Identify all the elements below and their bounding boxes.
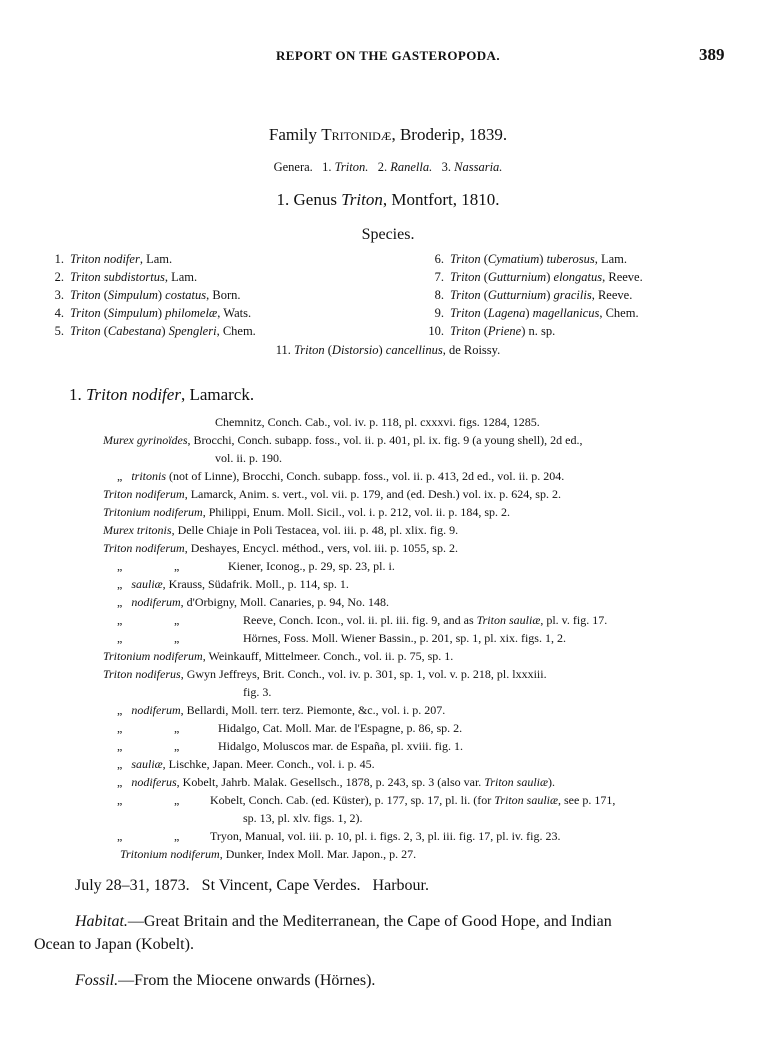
synonymy-line: „ nodiferum, Bellardi, Moll. terr. terz. Piemonte, &c., vol. i. p. 207. [117,703,446,717]
species-item-10: 10. Triton (Priene) n. sp. [428,324,556,338]
species-entry-heading: 1. Triton nodifer, Lamarck. [69,385,255,404]
synonymy-line: Triton nodiferum, Lamarck, Anim. s. vert., vol. vii. p. 179, and (ed. Desh.) vol. ix. p. 624, sp. 2. [103,487,561,501]
synonymy-line: „ [117,559,123,573]
species-item-6: 6. Triton (Cymatium) tuberosus, Lam. [434,252,628,266]
species-heading: Species. [361,226,415,243]
genera-line: Genera. 1. Triton. 2. Ranella. 3. Nassaria. [273,160,503,174]
synonymy-line: „ sauliæ, Krauss, Südafrik. Moll., p. 114, sp. 1. [117,577,349,591]
synonymy-line: Hidalgo, Moluscos mar. de España, pl. xviii. fig. 1. [218,739,463,753]
species-item-3: 3. Triton (Simpulum) costatus, Born. [54,288,241,302]
synonymy-line: „ [117,739,123,753]
synonymy-line: „ sauliæ, Lischke, Japan. Meer. Conch., vol. i. p. 45. [117,757,375,771]
synonymy-line: Hörnes, Foss. Moll. Wiener Bassin., p. 201, sp. 1, pl. xix. figs. 1, 2. [243,631,566,645]
species-item-1: 1. Triton nodifer, Lam. [54,252,173,266]
synonymy-line: Chemnitz, Conch. Cab., vol. iv. p. 118, pl. cxxxvi. figs. 1284, 1285. [215,415,540,429]
page-number: 389 [699,45,725,64]
synonymy-line: Murex gyrinoïdes, Brocchi, Conch. subapp. foss., vol. ii. p. 401, pl. ix. fig. 9 (a young shell), 2d ed., [103,433,583,447]
synonymy-line: „ [174,559,180,573]
habitat-line-1: Habitat.—Great Britain and the Mediterranean, the Cape of Good Hope, and Indian [75,913,612,930]
synonymy-line: Tritonium nodiferum, Weinkauff, Mittelmeer. Conch., vol. ii. p. 75, sp. 1. [103,649,454,663]
species-item-7: 7. Triton (Gutturnium) elongatus, Reeve. [434,270,643,284]
synonymy-line: Murex tritonis, Delle Chiaje in Poli Testacea, vol. iii. p. 48, pl. xlix. fig. 9. [103,523,459,537]
synonymy-line: „ [117,631,123,645]
synonymy-line: „ [117,613,123,627]
species-item-4: 4. Triton (Simpulum) philomelæ, Wats. [54,306,252,320]
synonymy-line: Tryon, Manual, vol. iii. p. 10, pl. i. figs. 2, 3, pl. iii. fig. 17, pl. iv. fig. 23. [210,829,561,843]
synonymy-line: Tritonium nodiferum, Philippi, Enum. Moll. Sicil., vol. i. p. 212, vol. ii. p. 184, sp. 2. [103,505,511,519]
synonymy-line: Triton nodiferum, Deshayes, Encycl. méthod., vers, vol. iii. p. 1055, sp. 2. [103,541,458,555]
species-item-2: 2. Triton subdistortus, Lam. [54,270,198,284]
species-item-8: 8. Triton (Gutturnium) gracilis, Reeve. [434,288,633,302]
synonymy-line: „ [174,829,180,843]
habitat-line-2: Ocean to Japan (Kobelt). [34,936,194,953]
synonymy-line: Triton nodiferus, Gwyn Jeffreys, Brit. Conch., vol. iv. p. 301, sp. 1, vol. v. p. 218, pl. lxxxiii. [103,667,547,681]
synonymy-line: Kiener, Iconog., p. 29, sp. 23, pl. i. [228,559,395,573]
synonymy-line: „ [174,631,180,645]
family-heading: Family Tritonidæ, Broderip, 1839. [268,125,508,144]
synonymy-line: „ [117,829,123,843]
synonymy-line: „ nodiferus, Kobelt, Jahrb. Malak. Gesellsch., 1878, p. 243, sp. 3 (also var. Triton sauliæ). [117,775,555,789]
species-item-5: 5. Triton (Cabestana) Spengleri, Chem. [54,324,256,338]
fossil-line: Fossil.—From the Miocene onwards (Hörnes). [75,972,376,989]
synonymy-line: „ [174,721,180,735]
synonymy-line: „ [117,721,123,735]
species-item-9: 9. Triton (Lagena) magellanicus, Chem. [434,306,639,320]
synonymy-line: Reeve, Conch. Icon., vol. ii. pl. iii. fig. 9, and as Triton sauliæ, pl. v. fig. 17. [243,613,608,627]
synonymy-line: „ [174,793,180,807]
synonymy-line: sp. 13, pl. xlv. figs. 1, 2). [243,811,363,825]
synonymy-line: Kobelt, Conch. Cab. (ed. Küster), p. 177, sp. 17, pl. li. (for Triton sauliæ, see p. 171, [210,793,616,807]
synonymy-line: „ [117,793,123,807]
synonymy-line: „ nodiferum, d'Orbigny, Moll. Canaries, p. 94, No. 148. [117,595,390,609]
synonymy-line: „ [174,613,180,627]
synonymy-line: Tritonium nodiferum, Dunker, Index Moll. Mar. Japon., p. 27. [120,847,417,861]
species-item-11: 11. Triton (Distorsio) cancellinus, de Roissy. [275,343,501,357]
synonymy-line: vol. ii. p. 190. [215,451,283,465]
station-line: July 28–31, 1873. St Vincent, Cape Verdes. Harbour. [75,877,429,894]
running-title: REPORT ON THE GASTEROPODA. [276,48,500,63]
synonymy-line: „ [174,739,180,753]
synonymy-line: „ tritonis (not of Linne), Brocchi, Conch. subapp. foss., vol. ii. p. 413, 2d ed., vol. ii. p. 204. [117,469,565,483]
genus-heading: 1. Genus Triton, Montfort, 1810. [276,190,500,209]
synonymy-line: fig. 3. [243,685,272,699]
synonymy-line: Hidalgo, Cat. Moll. Mar. de l'Espagne, p. 86, sp. 2. [218,721,463,735]
